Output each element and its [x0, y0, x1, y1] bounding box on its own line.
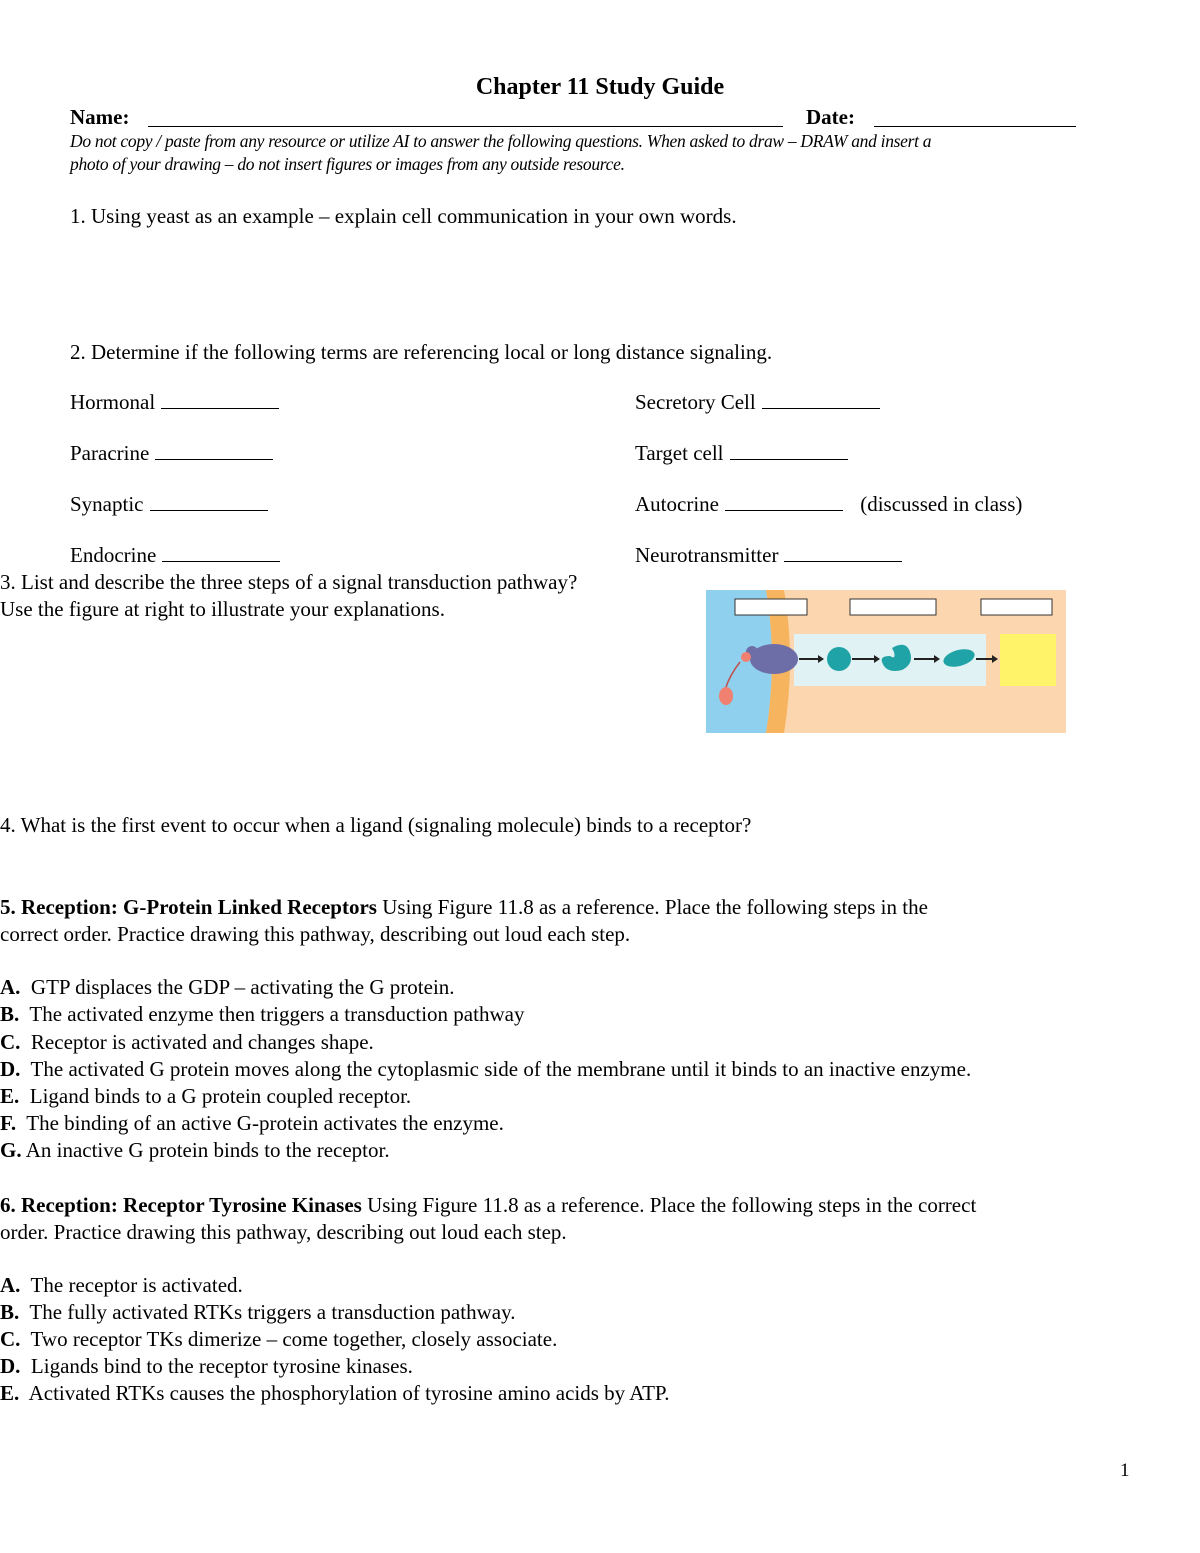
item-text: The activated enzyme then triggers a transduction pathway — [29, 1002, 525, 1026]
question-5-intro — [0, 895, 928, 919]
term-row — [70, 543, 280, 567]
response-box — [1000, 634, 1056, 686]
instructions-line-1: Do not copy / paste from any resource or utilize AI to answer the following questions. When asked to draw – DRAW and insert a — [70, 131, 932, 151]
item-letter: B. — [0, 1300, 20, 1324]
term-row — [70, 390, 279, 414]
term-endocrine: Endocrine — [70, 543, 157, 567]
item-text: The receptor is activated. — [30, 1273, 243, 1297]
question-5-number: 5. — [0, 895, 16, 919]
answer-blank[interactable] — [730, 443, 848, 460]
item-letter: C. — [0, 1030, 21, 1054]
answer-blank[interactable] — [161, 392, 279, 409]
item-letter: F. — [0, 1111, 17, 1135]
page-title: Chapter 11 Study Guide — [475, 74, 725, 100]
term-row — [635, 390, 880, 414]
item-letter: A. — [0, 1273, 21, 1297]
item-letter: A. — [0, 975, 21, 999]
item-letter: D. — [0, 1354, 21, 1378]
list-item — [0, 1381, 670, 1405]
answer-blank[interactable] — [725, 494, 843, 511]
list-item — [0, 1273, 243, 1297]
item-letter: E. — [0, 1084, 20, 1108]
answer-blank[interactable] — [162, 545, 280, 562]
signal-transduction-figure — [706, 590, 1066, 733]
relay-molecule-1 — [827, 647, 851, 671]
term-row — [70, 492, 268, 516]
item-letter: C. — [0, 1327, 21, 1351]
term-row — [635, 492, 1022, 516]
item-letter: E. — [0, 1381, 20, 1405]
list-item — [0, 1084, 411, 1108]
question-5-intro-text: Using Figure 11.8 as a reference. Place the following steps in the — [376, 895, 928, 919]
term-row — [70, 441, 273, 465]
term-hormonal: Hormonal — [70, 390, 156, 414]
item-text: GTP displaces the GDP – activating the G protein. — [30, 975, 455, 999]
question-5-heading: Reception: G-Protein Linked Receptors — [21, 895, 377, 919]
answer-blank[interactable] — [784, 545, 902, 562]
list-item — [0, 1354, 413, 1378]
label-box-transduction[interactable] — [850, 599, 936, 615]
question-6-intro-text: Using Figure 11.8 as a reference. Place the following steps in the correct — [361, 1193, 977, 1217]
item-letter: G. — [0, 1138, 22, 1162]
list-item — [0, 1030, 374, 1054]
list-item — [0, 975, 455, 999]
label-box-response[interactable] — [981, 599, 1052, 615]
instructions-line-2: photo of your drawing – do not insert figures or images from any outside resource. — [70, 154, 625, 174]
item-letter: B. — [0, 1002, 20, 1026]
list-item — [0, 1057, 971, 1081]
item-text: Activated RTKs causes the phosphorylation of tyrosine amino acids by ATP. — [28, 1381, 670, 1405]
date-label: Date: — [806, 105, 855, 129]
term-synaptic: Synaptic — [70, 492, 144, 516]
term-target-cell: Target cell — [635, 441, 724, 465]
date-field[interactable] — [874, 108, 1076, 127]
list-item — [0, 1138, 390, 1162]
list-item — [0, 1300, 515, 1324]
item-text: The activated G protein moves along the cytoplasmic side of the membrane until it binds to an inactive enzyme. — [30, 1057, 972, 1081]
answer-blank[interactable] — [155, 443, 273, 460]
term-autocrine: Autocrine — [635, 492, 719, 516]
receptor-protein — [750, 644, 798, 674]
item-letter: D. — [0, 1057, 21, 1081]
list-item — [0, 1327, 557, 1351]
item-text: Ligand binds to a G protein coupled receptor. — [29, 1084, 412, 1108]
item-text: The fully activated RTKs triggers a transduction pathway. — [29, 1300, 516, 1324]
question-6-intro-line-2: order. Practice drawing this pathway, describing out loud each step. — [0, 1220, 567, 1244]
item-text: The binding of an active G-protein activates the enzyme. — [26, 1111, 504, 1135]
list-item — [0, 1002, 524, 1026]
name-field[interactable] — [148, 108, 783, 127]
item-text: Receptor is activated and changes shape. — [30, 1030, 374, 1054]
question-6-heading: Reception: Receptor Tyrosine Kinases — [21, 1193, 362, 1217]
question-6-intro — [0, 1193, 976, 1217]
question-3-line-2: Use the figure at right to illustrate your explanations. — [0, 597, 445, 621]
ligand-molecule — [719, 687, 733, 705]
list-item — [0, 1111, 504, 1135]
term-paracrine: Paracrine — [70, 441, 150, 465]
name-label: Name: — [70, 105, 130, 129]
question-3-line-1: 3. List and describe the three steps of a signal transduction pathway? — [0, 570, 578, 594]
question-4: 4. What is the first event to occur when a ligand (signaling molecule) binds to a receptor? — [0, 813, 752, 837]
label-box-reception[interactable] — [735, 599, 807, 615]
term-neurotransmitter: Neurotransmitter — [635, 543, 779, 567]
term-row — [635, 543, 902, 567]
term-row — [635, 441, 848, 465]
answer-blank[interactable] — [762, 392, 880, 409]
answer-blank[interactable] — [150, 494, 268, 511]
question-1: 1. Using yeast as an example – explain cell communication in your own words. — [70, 204, 737, 228]
page-number: 1 — [1120, 1460, 1130, 1481]
question-6-number: 6. — [0, 1193, 16, 1217]
item-text: An inactive G protein binds to the receptor. — [25, 1138, 390, 1162]
question-5-intro-line-2: correct order. Practice drawing this pathway, describing out loud each step. — [0, 922, 631, 946]
question-2: 2. Determine if the following terms are referencing local or long distance signaling. — [70, 340, 773, 364]
item-text: Two receptor TKs dimerize – come together, closely associate. — [30, 1327, 558, 1351]
bound-ligand — [741, 652, 751, 662]
item-text: Ligands bind to the receptor tyrosine kinases. — [30, 1354, 413, 1378]
term-secretory-cell: Secretory Cell — [635, 390, 756, 414]
discussed-note: (discussed in class) — [860, 492, 1023, 516]
